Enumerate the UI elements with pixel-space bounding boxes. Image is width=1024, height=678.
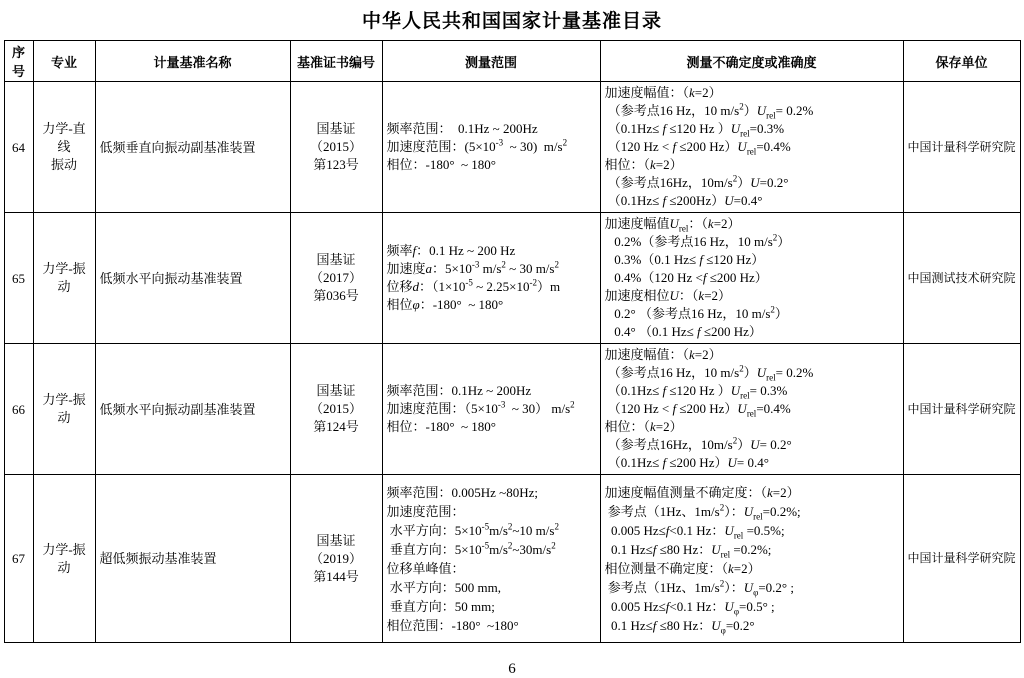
header-row bbox=[4, 41, 1020, 82]
cell-no bbox=[4, 475, 33, 643]
cell-line: 力学-振动 bbox=[42, 541, 86, 575]
cell-range bbox=[382, 475, 600, 643]
cell-line: 水平方向：500 mm, bbox=[386, 579, 501, 595]
cell-line: （0.1Hz≤ f ≤120 Hz ）$U_{rel}= 0.3\%$ bbox=[604, 383, 788, 401]
cell-line: 垂直方向：$5\times 10^{-5}m/s^2\sim 30m/s^2$ bbox=[386, 540, 556, 557]
table-row bbox=[4, 82, 1020, 213]
cell-line: 超低频振动基准装置 bbox=[99, 551, 217, 566]
cell-line: （0.1Hz≤ f ≤200Hz）U=0.4° bbox=[604, 193, 763, 208]
cell-line: 第124号 bbox=[313, 419, 359, 434]
cell-line: 中国计量科学研究院 bbox=[907, 401, 1016, 416]
cell-line: 参考点（1Hz、$1m/s^2$）：$U_\varphi=0.2^\circ$ ; bbox=[604, 578, 794, 598]
cell-keeper bbox=[903, 475, 1020, 643]
cell-line: 振动 bbox=[50, 157, 77, 172]
cell-line: 中国测试技术研究院 bbox=[907, 270, 1016, 285]
page-title: 中华人民共和国国家计量基准目录 bbox=[361, 11, 662, 32]
cell-line: 0.1 Hz≤f ≤80 Hz：$U_\varphi=0.2^\circ$ bbox=[604, 617, 755, 636]
cell-line: 中国计量科学研究院 bbox=[907, 139, 1016, 154]
cell-line: 第144号 bbox=[313, 568, 359, 584]
cell-line: 加速度范围：（$5\times 10^{-3}$ ~ 30） $m/s^2$ bbox=[386, 399, 575, 416]
cell-specialty bbox=[33, 82, 95, 213]
cell-line: 力学-振动 bbox=[42, 261, 86, 294]
cell-no bbox=[4, 82, 33, 213]
cell-line: 相位：（k=2） bbox=[604, 157, 683, 172]
cell-line: （0.1Hz≤ f ≤200 Hz）U= 0.4° bbox=[604, 455, 769, 470]
header-specialty: 专业 bbox=[33, 41, 95, 82]
table-row bbox=[4, 213, 1020, 344]
cell-line: 水平方向：$5\times 10^{-5}m/s^2\sim 10$ $m/s^2$ bbox=[386, 521, 559, 538]
cell-cert bbox=[290, 475, 382, 643]
standards-table bbox=[4, 40, 1021, 643]
cell-keeper bbox=[903, 344, 1020, 475]
cell-name bbox=[95, 475, 290, 643]
cell-range bbox=[382, 213, 600, 344]
header-keeper: 保存单位 bbox=[903, 41, 1020, 82]
cell-line: （120 Hz < f ≤200 $Hz)U_{rel}=0.4\%$ bbox=[604, 139, 791, 157]
cell-line: 频率范围： 0.1Hz ~ 200Hz bbox=[386, 121, 538, 136]
cell-keeper bbox=[903, 82, 1020, 213]
cell-uncertainty bbox=[600, 344, 903, 475]
cell-line: 频率f：0.1 Hz ~ 200 Hz bbox=[386, 243, 516, 258]
cell-range bbox=[382, 344, 600, 475]
cell-line: 67 bbox=[12, 551, 25, 566]
cell-no bbox=[4, 213, 33, 344]
cell-specialty bbox=[33, 344, 95, 475]
cell-line: 加速度幅值：（k=2） bbox=[604, 347, 722, 362]
cell-line: 0.3%（0.1 Hz≤ f ≤120 Hz） bbox=[604, 252, 765, 267]
cell-line: 第123号 bbox=[313, 157, 359, 172]
cell-line: 0.1 Hz≤f ≤80 Hz：$U_{rel} =0.2\%$; bbox=[604, 541, 772, 560]
header-no: 序号 bbox=[4, 41, 33, 82]
cell-line: 相位：-180° ~ 180° bbox=[386, 419, 497, 434]
cell-line: （参考点16Hz，$10m/s^2)U=0.2^\circ$ bbox=[604, 173, 789, 190]
cell-line: 相位范围：-180° ~180° bbox=[386, 617, 519, 633]
cell-line: （参考点16 Hz，10 $m/s^2)U_{rel}= 0.2\%$ bbox=[604, 363, 814, 383]
cell-line: 相位：-180° ~ 180° bbox=[386, 157, 497, 172]
cell-line: 加速度a：$5\times 10^{-3}$ $m/s^2$ ~ 30 $m/s^2$ bbox=[386, 259, 559, 276]
cell-line: 0.005 Hz≤f<0.1 Hz：$U_{rel} =0.5\%$; bbox=[604, 522, 785, 541]
cell-line: 低频垂直向振动副基准装置 bbox=[99, 139, 256, 155]
cell-line: 0.005 Hz≤f<0.1 Hz：$U_\varphi=0.5^\circ$ ; bbox=[604, 598, 775, 617]
cell-line: 频率范围：0.005Hz ~80Hz; bbox=[386, 484, 538, 500]
cell-line: 国基证（2019） bbox=[309, 532, 362, 566]
cell-name bbox=[95, 213, 290, 344]
cell-uncertainty bbox=[600, 213, 903, 344]
cell-uncertainty bbox=[600, 475, 903, 643]
cell-line: 低频水平向振动基准装置 bbox=[99, 270, 243, 286]
table-header bbox=[4, 41, 1020, 82]
cell-line: （参考点16 Hz，10 $m/s^2)U_{rel}= 0.2\%$ bbox=[604, 101, 814, 121]
cell-cert bbox=[290, 82, 382, 213]
cell-line: 66 bbox=[12, 401, 25, 417]
cell-line: 低频水平向振动副基准装置 bbox=[99, 401, 256, 417]
cell-line: 65 bbox=[12, 270, 25, 286]
header-range: 测量范围 bbox=[382, 41, 600, 82]
cell-line: 第036号 bbox=[313, 288, 359, 303]
header-name: 计量基准名称 bbox=[95, 41, 290, 82]
cell-line: 位移单峰值： bbox=[386, 560, 465, 576]
cell-line: 力学-直线 bbox=[42, 121, 86, 154]
cell-line: 0.2%（参考点16 Hz，10 $m/s^2$） bbox=[604, 232, 791, 249]
cell-line: 0.4° （0.1 Hz≤ f ≤200 Hz） bbox=[604, 324, 762, 339]
cell-name bbox=[95, 344, 290, 475]
cell-specialty bbox=[33, 213, 95, 344]
cell-line: 加速度范围： bbox=[386, 503, 465, 519]
cell-keeper bbox=[903, 213, 1020, 344]
cell-cert bbox=[290, 344, 382, 475]
cell-no bbox=[4, 344, 33, 475]
cell-line: 垂直方向：50 mm; bbox=[386, 598, 495, 614]
cell-name bbox=[95, 82, 290, 213]
cell-line: （0.1Hz≤ f ≤120 Hz ）$U_{rel}=0.3\%$ bbox=[604, 121, 785, 139]
cell-line: 0.2° （参考点16 Hz，10 $m/s^2$） bbox=[604, 304, 788, 321]
table-row bbox=[4, 344, 1020, 475]
cell-line: 加速度幅值测量不确定度：（k=2） bbox=[604, 484, 800, 500]
cell-line: 力学-振动 bbox=[42, 392, 86, 425]
cell-line: 相位测量不确定度：（k=2） bbox=[604, 560, 761, 576]
cell-line: 频率范围：0.1Hz ~ 200Hz bbox=[386, 383, 532, 398]
cell-line: 加速度幅值$U_{rel}$：（k=2） bbox=[604, 216, 741, 234]
cell-cert bbox=[290, 213, 382, 344]
cell-uncertainty bbox=[600, 82, 903, 213]
page-number: 6 bbox=[508, 661, 516, 677]
table-body bbox=[4, 82, 1020, 643]
header-cert: 基准证书编号 bbox=[290, 41, 382, 82]
header-uncertainty: 测量不确定度或准确度 bbox=[600, 41, 903, 82]
cell-line: 国基证（2015） bbox=[309, 383, 362, 416]
cell-specialty bbox=[33, 475, 95, 643]
cell-line: 64 bbox=[12, 139, 25, 155]
cell-line: 加速度范围：($5\times 10^{-3}$ ~ 30) $m/s^2$ bbox=[386, 137, 568, 154]
cell-line: 国基证（2015） bbox=[309, 121, 362, 154]
cell-line: 参考点（1Hz、$1m/s^2$）：$U_{rel}=0.2\%$; bbox=[604, 502, 801, 522]
cell-line: 国基证（2017） bbox=[309, 252, 362, 285]
cell-range bbox=[382, 82, 600, 213]
cell-line: （参考点16Hz，$10m/s^2)U= 0.2^\circ$ bbox=[604, 435, 792, 452]
cell-line: 相位φ：-180° ~ 180° bbox=[386, 297, 504, 312]
cell-line: （120 Hz < f ≤200 $Hz)U_{rel}=0.4\%$ bbox=[604, 401, 791, 419]
table-row bbox=[4, 475, 1020, 643]
cell-line: 相位：（k=2） bbox=[604, 419, 683, 434]
cell-line: 中国计量科学研究院 bbox=[907, 551, 1016, 565]
cell-line: 加速度幅值：（k=2） bbox=[604, 85, 722, 100]
cell-line: 0.4%（120 Hz <f ≤200 Hz） bbox=[604, 270, 768, 285]
cell-line: 加速度相位U：（k=2） bbox=[604, 288, 732, 303]
cell-line: 位移d：（$1\times 10^{-5}$ ~ $2.25\times 10^{-2})m$ bbox=[386, 277, 561, 294]
